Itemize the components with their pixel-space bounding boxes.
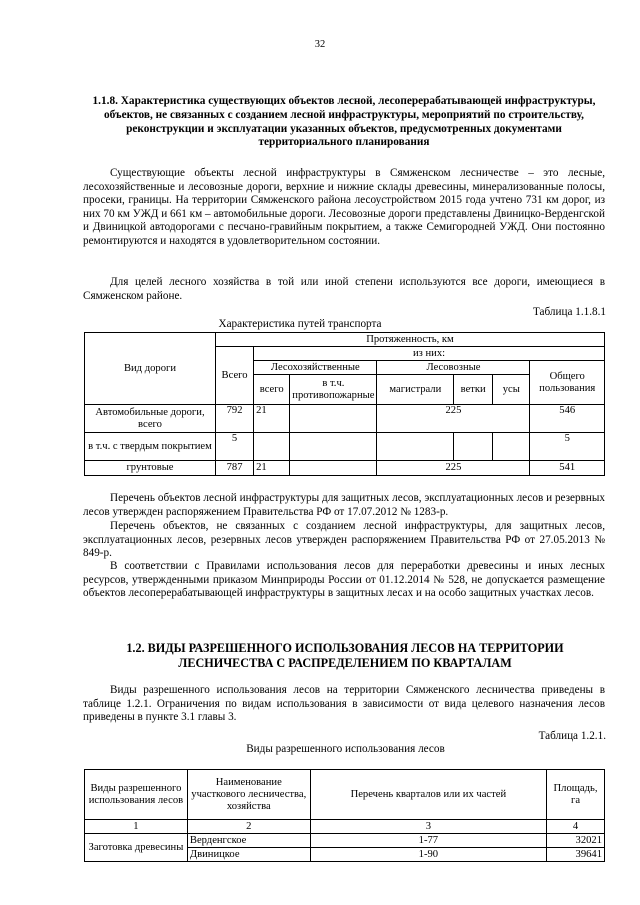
- cell-forestry-fire: [290, 433, 377, 461]
- column-number: 4: [547, 820, 605, 834]
- header-road-type: Вид дороги: [85, 333, 216, 405]
- table-row: [85, 405, 605, 433]
- paragraph-processing-rules: В соответствии с Правилами использования лесов для переработки древесины и иных лесных ресурсов, утвержденными приказом Минприроды России от 01.12.2014 № 528, не допускается размещение объектов лесоперерабатывающей инфраструктуры в защитных лесах и на особо защитных участках лесов.: [83, 560, 605, 600]
- cell-total: 792: [215, 405, 253, 433]
- column-number: 1: [85, 820, 188, 834]
- cell-public: 546: [530, 405, 605, 433]
- column-number: 3: [310, 820, 546, 834]
- cell-public: 5: [530, 433, 605, 461]
- header-use: Виды разрешенного использования лесов: [85, 770, 188, 820]
- header-forestry-fire: в т.ч. противопожарные: [290, 375, 377, 405]
- cell-quarters: 1-90: [310, 848, 546, 862]
- cell-total: 5: [215, 433, 253, 461]
- table-row: [85, 834, 605, 848]
- cell-area: 39641: [547, 848, 605, 862]
- cell-type: Автомобильные дороги, всего: [85, 405, 216, 433]
- cell-public: 541: [530, 461, 605, 476]
- page-number: 32: [314, 39, 326, 50]
- table-caption-permitted-use: Виды разрешенного использования лесов: [246, 743, 445, 755]
- header-mains: магистрали: [377, 375, 454, 405]
- cell-district: Верденгское: [187, 834, 310, 848]
- paragraph-permitted-use: Виды разрешенного использования лесов на территории Сямженского лесничества приведены в таблице 1.2.1. Ограничения по видам использования в зависимости от вида целевого назначения лесов приведены в пункте 3.1 главы 3.: [83, 684, 605, 724]
- cell-mains: 225: [377, 461, 530, 476]
- transport-table: [84, 332, 605, 476]
- header-length: Протяженность, км: [215, 333, 604, 347]
- paragraph-forest-roads: Для целей лесного хозяйства в той или иной степени используются все дороги, имеющиеся в Сямженском районе.: [83, 276, 605, 302]
- table-row: [85, 433, 605, 461]
- table-caption-transport: Характеристика путей транспорта: [218, 318, 382, 330]
- cell-forestry-fire: [290, 461, 377, 476]
- table-label-1-1-8-1: Таблица 1.1.8.1: [532, 306, 606, 318]
- header-district: Наименование участкового лесничества, хозяйства: [187, 770, 310, 820]
- header-spurs: усы: [493, 375, 530, 405]
- cell-forestry-all: [254, 433, 290, 461]
- cell-mains: 225: [377, 405, 530, 433]
- paragraph-infrastructure: Существующие объекты лесной инфраструктуры в Сямженском лесничестве – это лесные, лесохозяйственные и лесовозные дороги, верхние и нижние склады древесины, минерализованные полосы, просеки, границы. На территории Сямженского района лесоустройством 2015 года учтено 731 км дорог, из них 70 км УЖД и 661 км – автомобильные дороги. Лесовозные дороги представлены Двиницко-Верденгской и Двиницкой автодорогами с песчано-гравийным покрытием, а также Семигородней УЖД. Они постоянно ремонтируются и находятся в удовлетворительном состоянии.: [83, 167, 605, 247]
- header-forestry: Лесохозяйственные: [254, 361, 377, 375]
- header-logging: Лесовозные: [377, 361, 530, 375]
- cell-area: 32021: [547, 834, 605, 848]
- column-number: 2: [187, 820, 310, 834]
- cell-branches: [454, 433, 493, 461]
- header-total: Всего: [215, 347, 253, 405]
- section-heading-1-2: 1.2. ВИДЫ РАЗРЕШЕННОГО ИСПОЛЬЗОВАНИЯ ЛЕСОВ НА ТЕРРИТОРИИ ЛЕСНИЧЕСТВА С РАСПРЕДЕЛЕНИЕМ ПО КВАРТАЛАМ: [126, 641, 564, 670]
- cell-mains: [377, 433, 454, 461]
- header-branches: ветки: [454, 375, 493, 405]
- cell-forestry-fire: [290, 405, 377, 433]
- table-row: [85, 461, 605, 476]
- header-public: Общего пользования: [530, 361, 605, 405]
- paragraph-infrastructure-list: Перечень объектов лесной инфраструктуры для защитных лесов, эксплуатационных лесов и резервных лесов утвержден распоряжением Правительства РФ от 17.07.2012 № 1283-р.: [83, 492, 605, 518]
- cell-quarters: 1-77: [310, 834, 546, 848]
- cell-district: Двиницкое: [187, 848, 310, 862]
- section-heading-1-1-8: 1.1.8. Характеристика существующих объектов лесной, лесоперерабатывающей инфраструктуры, объектов, не связанных с созданием лесной инфраструктуры, мероприятий по строительству, реконструкции и эксплуатации указанных объектов, предусмотренных документами территориального планирования: [92, 95, 596, 149]
- paragraph-non-infrastructure-list: Перечень объектов, не связанных с созданием лесной инфраструктуры, для защитных лесов, эксплуатационных лесов, резервных лесов утвержден распоряжением Правительства РФ от 27.05.2013 № 849-р.: [83, 520, 605, 560]
- header-of-which: из них:: [254, 347, 605, 361]
- cell-type: в т.ч. с твердым покрытием: [85, 433, 216, 461]
- header-area: Площадь, га: [547, 770, 605, 820]
- header-forestry-all: всего: [254, 375, 290, 405]
- cell-use: Заготовка древесины: [85, 834, 188, 862]
- table-label-1-2-1: Таблица 1.2.1.: [538, 730, 606, 742]
- cell-forestry-all: 21: [254, 461, 290, 476]
- cell-total: 787: [215, 461, 253, 476]
- header-quarters: Перечень кварталов или их частей: [310, 770, 546, 820]
- cell-forestry-all: 21: [254, 405, 290, 433]
- cell-spurs: [493, 433, 530, 461]
- cell-type: грунтовые: [85, 461, 216, 476]
- permitted-use-table: [84, 769, 605, 862]
